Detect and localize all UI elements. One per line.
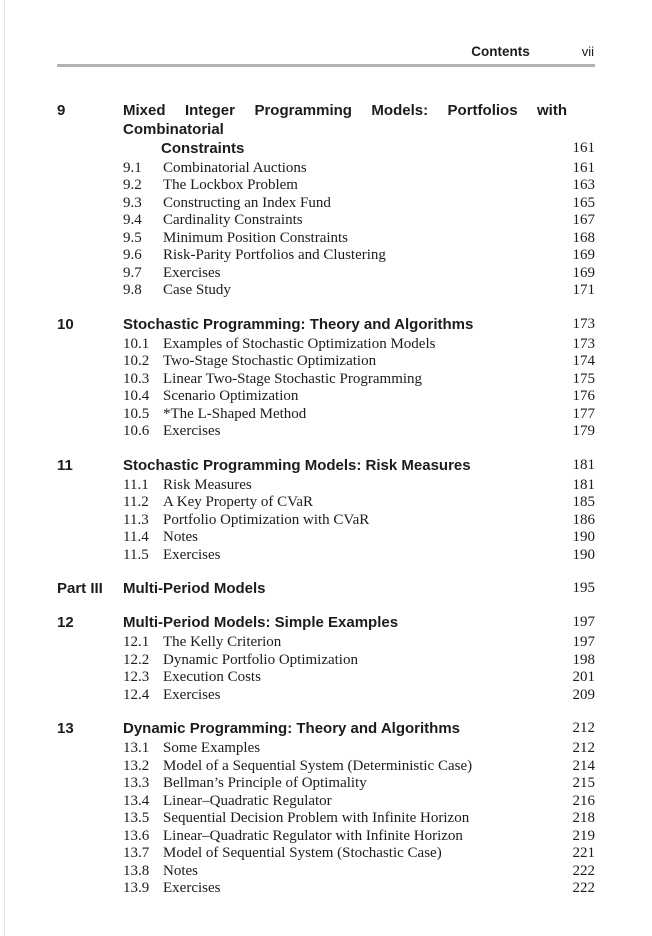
section-number: 12.1 xyxy=(123,634,150,650)
header-rule xyxy=(57,64,595,67)
toc-entry xyxy=(57,652,595,670)
page-number: 222 xyxy=(572,880,595,896)
section-number: 13.5 xyxy=(123,810,150,826)
chapter-number: 11 xyxy=(57,456,73,474)
page-number: 171 xyxy=(572,282,595,298)
toc-entry xyxy=(57,494,595,512)
page-number: 176 xyxy=(572,388,595,404)
chapter-title-line: Stochastic Programming: Theory and Algorithms xyxy=(123,315,474,333)
section-number: 9.1 xyxy=(123,159,142,176)
chapter-heading xyxy=(57,101,595,158)
toc-entry xyxy=(57,512,595,530)
page-number: 218 xyxy=(572,810,595,826)
toc-entry xyxy=(57,547,595,565)
page-number: 177 xyxy=(572,405,595,422)
page-number: 195 xyxy=(572,580,595,596)
toc-entry xyxy=(57,687,595,705)
section-number: 10.3 xyxy=(123,370,150,387)
part-heading xyxy=(57,579,595,598)
toc-entry xyxy=(57,477,595,495)
page-folio: vii xyxy=(581,44,594,59)
section-number: 11.1 xyxy=(123,476,149,493)
toc-entry xyxy=(57,758,595,776)
page-number: 181 xyxy=(572,476,595,493)
section-title: Bellman’s Principle of Optimality xyxy=(163,775,367,791)
page-number: 173 xyxy=(572,335,595,352)
toc-entry xyxy=(57,740,595,758)
toc-entry xyxy=(57,160,595,178)
chapter-heading xyxy=(57,719,595,738)
section-title: Constructing an Index Fund xyxy=(163,194,331,211)
section-number: 9.8 xyxy=(123,282,142,298)
section-title: Minimum Position Constraints xyxy=(163,229,349,246)
section-title: *The L-Shaped Method xyxy=(163,405,307,422)
section-title: Dynamic Portfolio Optimization xyxy=(163,651,358,668)
toc-entry xyxy=(57,336,595,354)
page-number: 167 xyxy=(572,212,595,228)
chapter-number: 13 xyxy=(57,720,74,737)
section-number: 12.4 xyxy=(123,686,150,703)
toc-entry xyxy=(57,828,595,846)
section-number: 9.6 xyxy=(123,247,142,263)
toc-entry xyxy=(57,230,595,248)
section-number: 9.5 xyxy=(123,229,142,246)
page-number: 161 xyxy=(572,139,595,156)
chapter-heading xyxy=(57,456,595,475)
page-number: 190 xyxy=(572,529,595,545)
part-title xyxy=(123,579,567,598)
toc-chapter-block-13 xyxy=(57,719,595,898)
section-title: Exercises xyxy=(163,880,221,896)
section-title: Linear–Quadratic Regulator xyxy=(163,792,332,809)
section-number: 10.1 xyxy=(123,335,150,352)
toc-entry xyxy=(57,423,595,441)
page-number: 165 xyxy=(572,194,595,211)
section-title: Examples of Stochastic Optimization Models xyxy=(163,335,436,352)
section-number: 9.4 xyxy=(123,212,142,228)
page-number: 201 xyxy=(572,669,595,685)
toc-chapter-block-11 xyxy=(57,456,595,565)
section-title: Cardinality Constraints xyxy=(163,212,303,228)
page-number: 169 xyxy=(572,264,595,281)
page-number: 215 xyxy=(572,775,595,791)
chapter-title-line: Constraints xyxy=(161,139,245,157)
section-title: Exercises xyxy=(163,423,221,439)
page-number: 185 xyxy=(572,494,595,510)
toc-entry xyxy=(57,212,595,230)
page-number: 197 xyxy=(572,634,595,650)
chapter-title-line: Dynamic Programming: Theory and Algorithms xyxy=(123,720,460,737)
section-number: 10.4 xyxy=(123,388,150,404)
section-number: 11.5 xyxy=(123,546,149,563)
section-number: 11.2 xyxy=(123,494,149,510)
section-title: Exercises xyxy=(163,546,221,563)
page-number: 190 xyxy=(572,546,595,563)
page-number: 175 xyxy=(572,370,595,387)
section-title: Linear–Quadratic Regulator with Infinite Horizon xyxy=(163,827,463,844)
section-number: 12.3 xyxy=(123,669,150,685)
chapter-number: 10 xyxy=(57,315,74,333)
section-title: The Lockbox Problem xyxy=(163,177,298,193)
toc-entry xyxy=(57,775,595,793)
section-title: Combinatorial Auctions xyxy=(163,159,307,176)
section-title: Portfolio Optimization with CVaR xyxy=(163,511,370,528)
page-edge-line xyxy=(4,0,5,936)
chapter-title xyxy=(123,101,567,158)
toc-entry xyxy=(57,634,595,652)
toc-entry xyxy=(57,793,595,811)
chapter-title xyxy=(123,315,567,334)
toc-chapter-block-12 xyxy=(57,613,595,704)
toc-entry xyxy=(57,353,595,371)
page-number: 163 xyxy=(572,177,595,193)
toc-entry xyxy=(57,371,595,389)
toc-entry xyxy=(57,265,595,283)
part-label: Part III xyxy=(57,580,103,597)
chapter-title-line: Multi-Period Models xyxy=(123,580,266,597)
section-number: 11.4 xyxy=(123,529,149,545)
chapter-heading xyxy=(57,613,595,632)
page-number: 197 xyxy=(572,614,595,630)
section-title: Case Study xyxy=(163,282,231,298)
section-number: 13.3 xyxy=(123,775,150,791)
section-title: The Kelly Criterion xyxy=(163,634,282,650)
section-title: Some Examples xyxy=(163,740,261,756)
chapter-title xyxy=(123,456,567,475)
section-number: 12.2 xyxy=(123,651,150,668)
section-title: Exercises xyxy=(163,686,221,703)
section-number: 13.4 xyxy=(123,792,150,809)
section-title: Scenario Optimization xyxy=(163,388,299,404)
toc-entry xyxy=(57,282,595,300)
page-number: 216 xyxy=(572,792,595,809)
section-title: Notes xyxy=(163,862,198,879)
section-number: 13.9 xyxy=(123,880,150,896)
toc-entry xyxy=(57,406,595,424)
toc-chapter-block-9 xyxy=(57,101,595,300)
toc-entry xyxy=(57,669,595,687)
section-number: 13.8 xyxy=(123,862,150,879)
toc-part-block xyxy=(57,579,595,598)
section-title: Linear Two-Stage Stochastic Programming xyxy=(163,370,423,387)
section-title: Notes xyxy=(163,529,198,545)
toc-entry xyxy=(57,880,595,898)
toc-entry xyxy=(57,845,595,863)
section-title: Exercises xyxy=(163,264,221,281)
running-header xyxy=(57,44,595,59)
section-number: 9.7 xyxy=(123,264,142,281)
section-title: Two-Stage Stochastic Optimization xyxy=(163,353,377,369)
toc-entry xyxy=(57,810,595,828)
section-number: 13.2 xyxy=(123,757,150,774)
page-number: 173 xyxy=(572,315,595,332)
page-number: 186 xyxy=(572,511,595,528)
toc-entry xyxy=(57,529,595,547)
toc-entry xyxy=(57,388,595,406)
section-title: A Key Property of CVaR xyxy=(163,494,313,510)
toc-entry xyxy=(57,177,595,195)
section-number: 11.3 xyxy=(123,511,149,528)
running-header-title: Contents xyxy=(471,44,530,59)
page-number: 169 xyxy=(572,247,595,263)
page-number: 212 xyxy=(572,720,595,736)
section-title: Risk Measures xyxy=(163,476,252,493)
section-number: 9.3 xyxy=(123,194,142,211)
page-number: 209 xyxy=(572,686,595,703)
section-number: 10.2 xyxy=(123,353,150,369)
page-number: 161 xyxy=(572,159,595,176)
page-number: 181 xyxy=(572,456,595,473)
page-number: 212 xyxy=(572,740,595,756)
page-number: 219 xyxy=(572,827,595,844)
chapter-title xyxy=(123,613,567,632)
page-number: 174 xyxy=(572,353,595,369)
section-number: 10.5 xyxy=(123,405,150,422)
toc-entry xyxy=(57,863,595,881)
toc-entry xyxy=(57,195,595,213)
page-number: 214 xyxy=(572,757,595,774)
section-number: 13.7 xyxy=(123,845,150,861)
section-title: Execution Costs xyxy=(163,669,261,685)
section-number: 9.2 xyxy=(123,177,142,193)
section-title: Model of Sequential System (Stochastic Case) xyxy=(163,845,442,861)
toc-body xyxy=(57,101,595,898)
chapter-heading xyxy=(57,315,595,334)
toc-entry xyxy=(57,247,595,265)
page-number: 221 xyxy=(572,845,595,861)
chapter-title-line: Stochastic Programming Models: Risk Measures xyxy=(123,456,471,474)
section-title: Sequential Decision Problem with Infinite Horizon xyxy=(163,810,470,826)
section-number: 10.6 xyxy=(123,423,150,439)
chapter-number: 12 xyxy=(57,614,74,631)
section-title: Model of a Sequential System (Deterministic Case) xyxy=(163,757,473,774)
chapter-title-line: Mixed Integer Programming Models: Portfolios with Combinatorial xyxy=(123,101,567,138)
page-number: 198 xyxy=(572,651,595,668)
chapter-title-line: Multi-Period Models: Simple Examples xyxy=(123,614,399,631)
page-number: 179 xyxy=(572,423,595,439)
toc-chapter-block-10 xyxy=(57,315,595,441)
page-number: 168 xyxy=(572,229,595,246)
section-title: Risk-Parity Portfolios and Clustering xyxy=(163,247,386,263)
chapter-title xyxy=(123,719,567,738)
page-number: 222 xyxy=(572,862,595,879)
chapter-number: 9 xyxy=(57,101,66,119)
section-number: 13.1 xyxy=(123,740,150,756)
section-number: 13.6 xyxy=(123,827,150,844)
